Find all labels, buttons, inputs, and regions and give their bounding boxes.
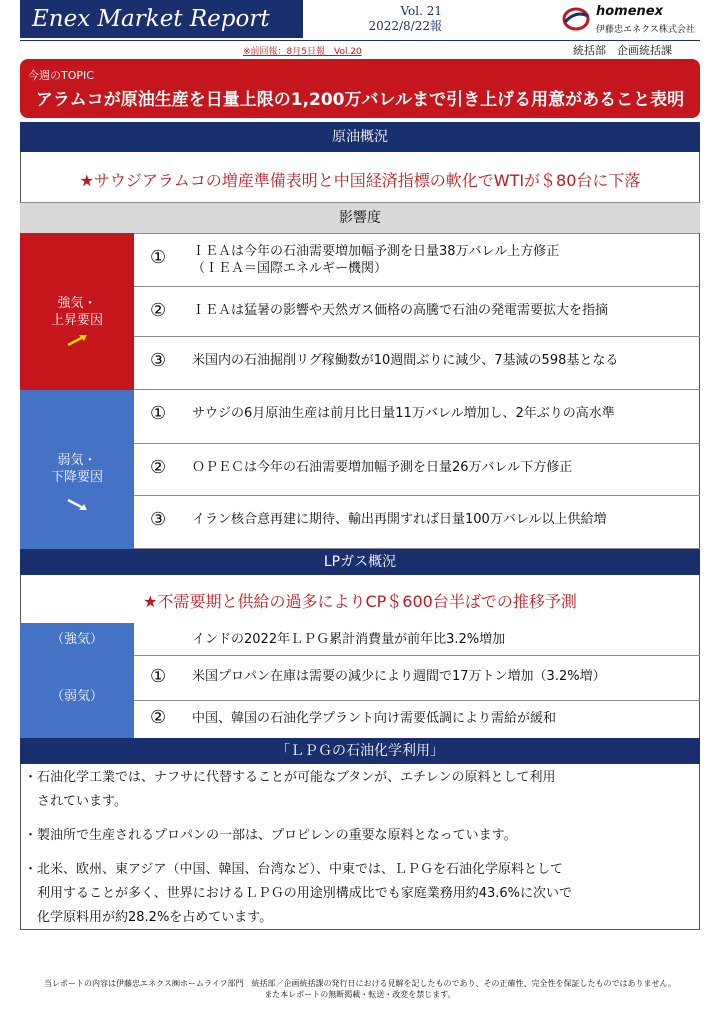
item-text: ＯＰＥＣは今年の石油需要増加幅予測を日量26万バレル下方修正: [192, 460, 573, 475]
lpg-strong-row: [134, 623, 700, 656]
bullish-item-1: [134, 233, 700, 287]
item-text: 米国内の石油掘削リグ稼働数が10週間ぶりに減少、7基減の598基となる: [192, 353, 619, 368]
lpg-headline: ★不需要期と供給の過多によりCP＄600台半ばでの推移予測: [143, 592, 577, 611]
paragraph-line: 利用することが多く、世界におけるＬＰＧの用途別構成比でも家庭業務用約43.6%に次いで: [24, 886, 573, 901]
logo-company: 伊藤忠エネクス株式会社: [596, 25, 695, 35]
item-number: ①: [150, 403, 167, 424]
bullish-label-line2: 上昇要因: [50, 313, 103, 328]
up-arrow-icon: [65, 333, 89, 347]
item-number: ②: [150, 457, 167, 478]
petrochem-section-title: 「ＬＰＧの石油化学利用」: [20, 738, 700, 764]
item-text: ＩＥＡは猛暑の影響や天然ガス価格の高騰で石油の発電需要拡大を指摘: [192, 303, 609, 318]
bullish-item-3: [134, 337, 700, 390]
bearish-factor: [20, 390, 134, 549]
bearish-item-1: [134, 390, 700, 444]
bearish-label-line2: 下降要因: [50, 470, 103, 485]
disclaimer-line1: 当レポートの内容は伊藤忠エネクス㈱ホームライフ部門 統括部／企画統括課の発行日における見解を記したものであり、その正確性、完全性を保証したものではありません。: [44, 979, 676, 988]
paragraph-line: ・石油化学工業では、ナフサに代替することが可能なブタンが、エチレンの原料として利用: [24, 770, 556, 785]
report-header: [20, 0, 700, 41]
crude-section-title: 原油概況: [20, 122, 700, 152]
item-text-note: （ＩＥＡ＝国際エネルギー機関）: [192, 261, 388, 276]
impact-title: 影響度: [20, 202, 700, 234]
topic-label: 今週のTOPIC: [28, 69, 94, 82]
item-number: ①: [150, 247, 167, 268]
lpg-weak-item-2: [134, 701, 700, 738]
lpg-strong-text: インドの2022年ＬＰＧ累計消費量が前年比3.2%増加: [192, 632, 506, 647]
down-arrow-icon: [65, 498, 89, 512]
logo-brand: homenex: [596, 4, 664, 19]
bearish-item-3: [134, 496, 700, 549]
lpg-weak-item-1: [134, 656, 700, 701]
petrochem-body: [24, 766, 694, 930]
report-date: 2022/8/22報: [368, 19, 442, 33]
paragraph-line: ・製油所で生産されるプロパンの一部は、プロピレンの重要な原料となっています。: [24, 828, 517, 843]
item-number: ②: [150, 707, 167, 728]
lpg-strong-label: （強気）: [20, 623, 134, 656]
bearish-label-line1: 弱気・: [57, 453, 97, 468]
lpg-section-title: LPガス概況: [20, 549, 700, 575]
paragraph-line: ・北米、欧州、東アジア（中国、韓国、台湾など）、中東では、ＬＰＧを石油化学原料として: [24, 862, 563, 877]
item-number: ③: [150, 350, 167, 371]
company-logo: [560, 2, 700, 38]
item-text: イラン核合意再建に期待、輸出再開すれば日量100万バレル以上供給増: [192, 512, 607, 527]
item-number: ①: [150, 666, 167, 687]
disclaimer-line2: また本レポートの無断掲載・転送・改変を禁じます。: [264, 990, 456, 999]
bullish-label-line1: 強気・: [57, 296, 97, 311]
previous-report-link[interactable]: ※前回報：8月5日報 Vol.20: [243, 47, 362, 57]
crude-headline: ★サウジアラムコの増産準備表明と中国経済指標の軟化でWTIが＄80台に下落: [79, 171, 641, 190]
topic-text: アラムコが原油生産を日量上限の1,200万バレルまで引き上げる用意があること表明: [35, 90, 685, 110]
bearish-item-2: [134, 444, 700, 496]
lpg-weak-label: （弱気）: [20, 656, 134, 738]
department: 統括部 企画統括課: [573, 44, 672, 57]
item-text: サウジの6月原油生産は前月比日量11万バレル増加し、2年ぶりの高水準: [192, 406, 615, 421]
topic-box: [20, 59, 700, 118]
item-text: 米国プロパン在庫は需要の減少により週間で17万トン増加（3.2%増）: [192, 669, 606, 684]
item-text: 中国、韓国の石油化学プラント向け需要低調により需給が緩和: [192, 711, 557, 726]
volume-info: [352, 4, 442, 34]
item-number: ③: [150, 509, 167, 530]
report-title: Enex Market Report: [20, 0, 303, 38]
homenex-swoosh-logo: [562, 6, 590, 32]
paragraph-line: されています。: [24, 794, 127, 809]
disclaimer-footer: [20, 978, 700, 1000]
item-text: ＩＥＡは今年の石油需要増加幅予測を日量38万バレル上方修正: [192, 244, 560, 259]
volume-number: Vol. 21: [400, 4, 442, 18]
bullish-factor: [20, 233, 134, 390]
item-number: ②: [150, 300, 167, 321]
paragraph-line: 化学原料用が約28.2%を占めています。: [24, 910, 273, 925]
bullish-item-2: [134, 287, 700, 337]
